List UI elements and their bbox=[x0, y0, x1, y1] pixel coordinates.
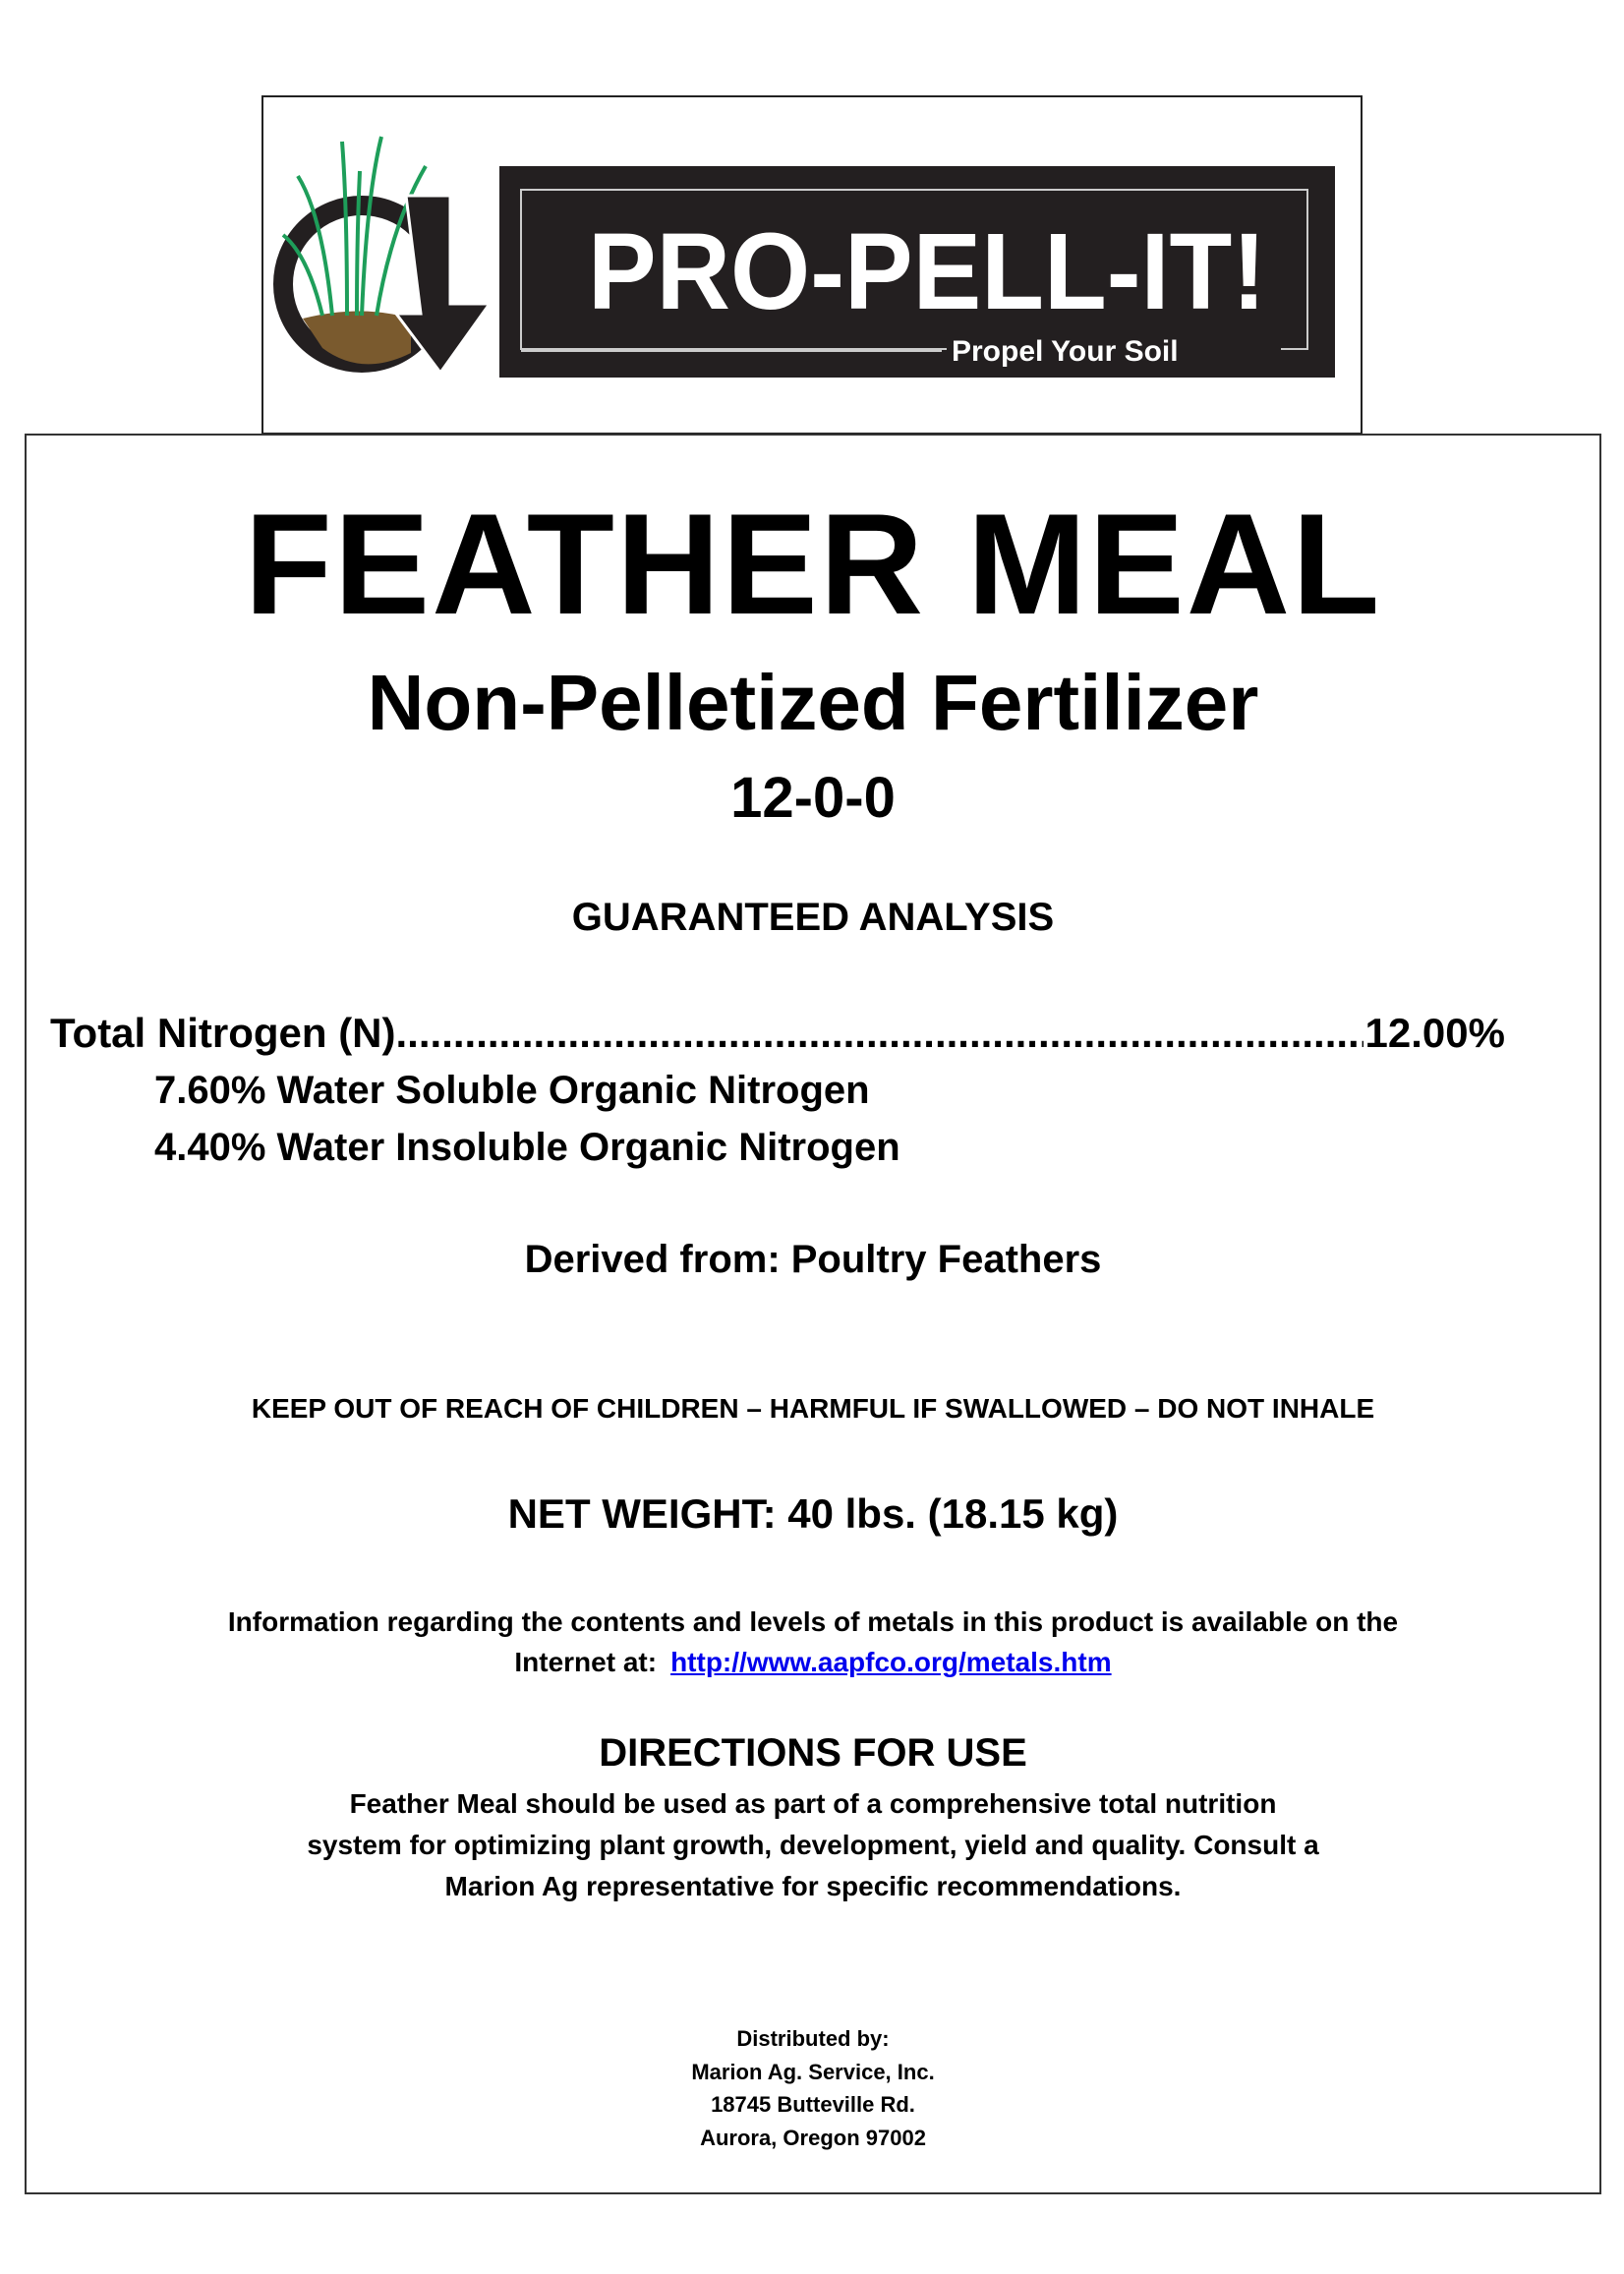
directions-line: Feather Meal should be used as part of a comprehensive total nutrition bbox=[349, 1788, 1277, 1819]
distributor-city: Aurora, Oregon 97002 bbox=[700, 2126, 926, 2150]
label-panel bbox=[25, 434, 1601, 2194]
directions-heading: DIRECTIONS FOR USE bbox=[599, 1731, 1027, 1775]
product-subtitle: Non-Pelletized Fertilizer bbox=[367, 659, 1259, 746]
logo-tagline: Propel Your Soil bbox=[952, 335, 1179, 368]
total-nitrogen-row bbox=[50, 1010, 1505, 1057]
distributor-name: Marion Ag. Service, Inc. bbox=[691, 2060, 935, 2084]
safety-warning: KEEP OUT OF REACH OF CHILDREN – HARMFUL IF SWALLOWED – DO NOT INHALE bbox=[251, 1393, 1375, 1424]
net-weight: NET WEIGHT: 40 lbs. (18.15 kg) bbox=[507, 1490, 1119, 1537]
pro-pell-it-logo bbox=[263, 97, 1364, 437]
logo-brand: PRO-PELL-IT! bbox=[588, 211, 1266, 332]
nitrogen-soluble: 7.60% Water Soluble Organic Nitrogen bbox=[154, 1069, 870, 1112]
derived-from: Derived from: Poultry Feathers bbox=[524, 1238, 1102, 1281]
dot-leader bbox=[396, 1010, 1363, 1057]
total-nitrogen-value: 12.00% bbox=[1364, 1010, 1505, 1056]
directions-line: system for optimizing plant growth, development, yield and quality. Consult a bbox=[307, 1830, 1319, 1860]
logo-box bbox=[261, 95, 1363, 435]
distributor-street: 18745 Butteville Rd. bbox=[711, 2092, 915, 2117]
directions-line: Marion Ag representative for specific recommendations. bbox=[444, 1871, 1182, 1901]
total-nitrogen-label: Total Nitrogen (N) bbox=[50, 1010, 396, 1056]
metals-info-prefix: Internet at: bbox=[514, 1647, 658, 1677]
metals-info-line-2 bbox=[27, 1649, 1599, 1676]
nitrogen-insoluble: 4.40% Water Insoluble Organic Nitrogen bbox=[154, 1126, 900, 1169]
metals-link[interactable]: http://www.aapfco.org/metals.htm bbox=[670, 1647, 1112, 1677]
metals-info-line: Information regarding the contents and levels of metals in this product is available on the bbox=[227, 1606, 1399, 1637]
distributor-heading: Distributed by: bbox=[736, 2026, 890, 2051]
analysis-heading: GUARANTEED ANALYSIS bbox=[571, 896, 1055, 939]
product-title: FEATHER MEAL bbox=[244, 484, 1382, 644]
npk-ratio: 12-0-0 bbox=[730, 766, 896, 830]
